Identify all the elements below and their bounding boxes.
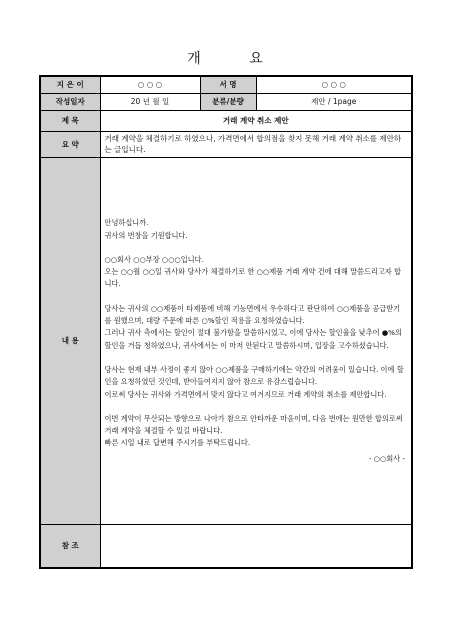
content-closing: 이번 계약이 무산되는 방향으로 나아가 참으로 안타까운 마음이며, 다음 번에는 원만한 합의로써 거래 계약을 체결할 수 있길 바랍니다. 빠른 시일 내로 답변해 주시기를 부탁드립니다. [104,413,403,448]
content-field[interactable] [100,157,412,524]
reference-field[interactable] [100,524,412,568]
company-signature: - ○○회사 - [368,453,405,463]
content-proposal: 당사는 현재 내부 사정이 좋지 않아 ○○제품을 구매하기에는 약간의 어려움이 있습니다. 이에 할인을 요청하였던 것인데, 받아들여지지 않아 참으로 유감스럽습니다. 이로써 당사는 귀사와 가격면에서 맞지 않다고 여겨지므로 거래 계약의 취소를 제안합니다. [104,364,404,399]
content-introduction: ○○회사 ○○부장 ○○○입니다. 오는 ○○월 ○○일 귀사와 당사가 체결하기로 한 ○○제품 거래 계약 건에 대해 말씀드리고자 합니다. [104,254,401,289]
date-label: 작성일자 [40,93,100,110]
summary-row [40,131,412,157]
summary-label: 요 약 [40,131,100,157]
overview-form [39,75,413,569]
category-field[interactable]: 제안 / 1page [256,93,412,110]
subject-label: 제 목 [40,110,100,131]
category-label: 분류/분량 [200,93,256,110]
author-row [40,76,412,93]
date-row [40,93,412,110]
content-greeting: 안녕하십니까. 귀사의 번창을 기원합니다. [104,218,188,240]
subject-field[interactable]: 거래 계약 취소 제안 [100,110,412,131]
subject-row [40,110,412,131]
signature-label: 서 명 [200,76,256,93]
reference-row [40,524,412,568]
content-label: 내 용 [40,157,100,524]
signature-field[interactable]: ○ ○ ○ [256,76,412,93]
author-label: 지 은 이 [40,76,100,93]
content-row [40,157,412,524]
content-background: 당사는 귀사의 ○○제품이 타제품에 비해 기능면에서 우수하다고 판단하여 ○○제품을 공급받기를 원했으며, 대량 주문에 따른 ○%할인 적용을 요청하였습니다. 그러나 귀사 측에서는 할인이 절대 불가함을 말씀하시었고, 이에 당사는 할인율을 낮추어 ●%의 할인을 거듭 청하였으나, 귀사에서는 이 마저 안된다고 말씀하시며, 입장을 고수하셨습니다. [104,303,402,350]
summary-field[interactable]: 거래 계약을 체결하기로 하였으나, 가격면에서 합의점을 찾지 못해 거래 계약 취소를 제안하는 글입니다. [100,131,412,157]
reference-label: 참 조 [40,524,100,568]
document-title: 개 요 [187,51,285,67]
date-field[interactable]: 20 년 월 일 [100,93,200,110]
author-field[interactable]: ○ ○ ○ [100,76,200,93]
